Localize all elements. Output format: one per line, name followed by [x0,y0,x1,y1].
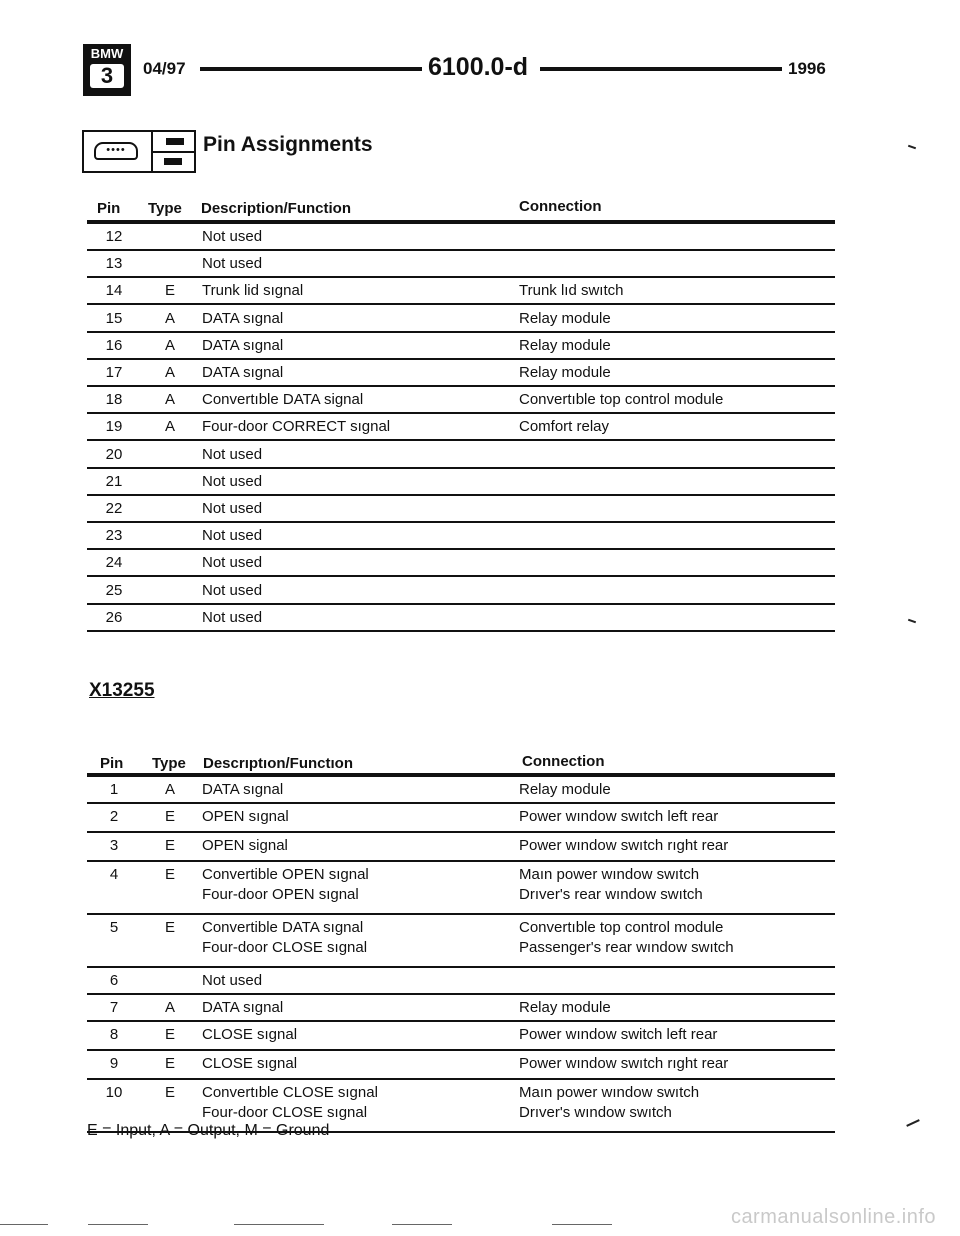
pin-cell: 5 [109,919,119,936]
table1-header-pin: Pin [97,200,121,217]
table-row [87,804,835,833]
table-row [87,360,835,387]
pin-cell: 19 [105,418,123,436]
type-cell: E [164,866,175,883]
scan-mark [906,1119,920,1127]
table2-header-pin: Pin [100,755,124,772]
description-cell-line2: Four-door CLOSE sıgnal [202,939,368,956]
type-cell: A [164,391,175,409]
type-cell: E [164,919,175,936]
table-row [87,1051,835,1080]
scan-dash [0,1224,48,1225]
description-cell: Not used [202,581,263,599]
description-cell: OPEN signal [202,837,288,854]
pin-cell: 15 [105,309,123,327]
header-rule-right [540,67,782,71]
watermark: carmanualsonline.info [730,1206,936,1228]
connection-cell: Relay module [519,309,611,327]
type-cell: E [164,808,175,825]
description-cell: DATA sıgnal [202,999,284,1016]
pin-cell: 22 [105,500,123,517]
connection-cell: Power wındow switch left rear [519,1026,718,1043]
description-cell: Convertible DATA sıgnal [202,919,364,936]
type-cell: E [164,1084,175,1101]
type-cell: E [164,837,175,854]
description-cell: OPEN sıgnal [202,808,289,825]
table-row [87,1022,835,1051]
connection-cell: Power wındow swıtch rıght rear [519,1055,729,1072]
type-cell: A [164,418,175,436]
type-cell: E [164,1026,175,1043]
type-cell: A [164,336,175,354]
table1-header-type: Type [148,200,182,217]
pin-cell: 10 [105,1084,123,1101]
section-title: Pin Assignments [203,133,373,156]
description-cell: Four-door CORRECT sıgnal [202,418,391,436]
connection-cell: Maın power wındow swıtch [519,866,700,883]
pin-cell: 14 [105,282,123,300]
table-row [87,833,835,862]
description-cell: DATA sıgnal [202,781,284,798]
pin-cell: 1 [109,781,119,798]
table1-header-description: Description/Function [201,200,351,217]
table-row [87,469,835,496]
description-cell: CLOSE sıgnal [202,1026,298,1043]
pin-cell: 20 [105,445,123,463]
table-row [87,968,835,995]
scan-dash [234,1224,324,1225]
type-cell: A [164,999,175,1016]
table-row [87,333,835,360]
pin-cell: 25 [105,581,123,599]
description-cell: Not used [202,472,263,490]
pin-cell: 17 [105,364,123,381]
connection-cell: Convertıble top control module [519,919,724,936]
connection-cell: Maın power wındow swıtch [519,1084,700,1101]
header-rule-left [200,67,422,71]
description-cell: Trunk lid sıgnal [202,282,304,300]
pin-cell: 3 [109,837,119,854]
connection-cell: Relay module [519,364,611,381]
pin-cell: 13 [105,255,123,273]
description-cell: Not used [202,445,263,463]
pin-cell: 9 [109,1055,119,1072]
scan-dash [392,1224,452,1225]
table-row [87,605,835,632]
icon-midline [153,151,194,153]
type-legend: E = Input, A = Output, M = Ground [87,1122,330,1139]
scan-mark [908,619,916,624]
table-row [87,387,835,414]
pin-cell: 7 [109,999,119,1016]
connection-cell: Comfort relay [519,418,610,436]
connector-pinout-icon [82,130,196,173]
bmw-3-series-logo [83,44,131,96]
description-cell-line2: Four-door OPEN sıgnal [202,886,359,903]
pin-cell: 6 [109,972,119,989]
header-date: 04/97 [143,59,186,78]
connection-cell: Power wındow swıtch left rear [519,808,719,825]
connection-cell: Relay module [519,336,611,354]
pin-cell: 23 [105,527,123,545]
pin-cell: 26 [105,608,123,626]
description-cell: Convertible OPEN sıgnal [202,866,369,883]
description-cell: Not used [202,972,263,989]
pin-arrow-in-icon [166,138,184,145]
type-cell: A [164,364,175,381]
type-cell: A [164,309,175,327]
table-row [87,915,835,968]
connection-cell-line2: Drıver's rear wındow swıtch [519,886,703,903]
pin-cell: 16 [105,336,123,354]
logo-series: 3 [90,64,124,88]
pin-arrow-out-icon [164,158,182,165]
connection-cell: Relay module [519,781,611,798]
scan-dash [88,1224,148,1225]
table2-header-description: Descrıptıon/Functıon [203,755,353,772]
table-row [87,251,835,278]
pin-cell: 4 [109,866,119,883]
table-row [87,523,835,550]
description-cell: Not used [202,228,263,245]
table2-header-connection: Connection [522,753,605,770]
table-row [87,995,835,1022]
description-cell: Convertıble DATA signal [202,391,364,409]
logo-brand: BMW [90,46,124,61]
connection-cell: Power wındow swıtch rıght rear [519,837,729,854]
table-row [87,496,835,523]
table1-header-connection: Connection [519,198,602,215]
header-year: 1996 [788,59,826,78]
table-row [87,442,835,469]
pin-cell: 21 [105,472,123,490]
pin-cell: 18 [105,391,123,409]
table-row [87,278,835,305]
connection-cell: Relay module [519,999,611,1016]
table-row [87,550,835,577]
description-cell: DATA sıgnal [202,364,284,381]
table-row [87,862,835,915]
description-cell: Not used [202,608,263,626]
pin-cell: 8 [109,1026,119,1043]
type-cell: E [164,1055,175,1072]
description-cell: Not used [202,500,263,517]
table-row [87,224,835,251]
connection-cell-line2: Passenger's rear wındow swıtch [519,939,734,956]
pin-cell: 2 [109,808,119,825]
description-cell: Not used [202,527,263,545]
connection-cell-line2: Drıver's wındow swıtch [519,1104,672,1121]
description-cell: DATA sıgnal [202,336,284,354]
document-number: 6100.0-d [428,53,529,81]
type-cell: E [164,282,175,300]
description-cell: CLOSE sıgnal [202,1055,298,1072]
table-row [87,414,835,441]
connector-plug-icon: •••• [94,142,138,160]
pin-cell: 12 [105,228,123,245]
connection-cell: Trunk lıd swıtch [519,282,624,300]
description-cell: DATA sıgnal [202,309,284,327]
description-cell: Not used [202,255,263,273]
connection-cell: Convertıble top control module [519,391,724,409]
table-row [87,306,835,333]
scan-mark [908,145,916,150]
type-cell: A [164,781,175,798]
connector-label: X13255 [89,680,155,701]
description-cell-line2: Four-door CLOSE sıgnal [202,1104,368,1121]
pin-cell: 24 [105,554,123,572]
table2-header-type: Type [152,755,186,772]
table-row [87,578,835,605]
description-cell: Not used [202,554,263,572]
scan-dash [552,1224,612,1225]
table-row [87,777,835,804]
description-cell: Convertıble CLOSE sıgnal [202,1084,378,1101]
